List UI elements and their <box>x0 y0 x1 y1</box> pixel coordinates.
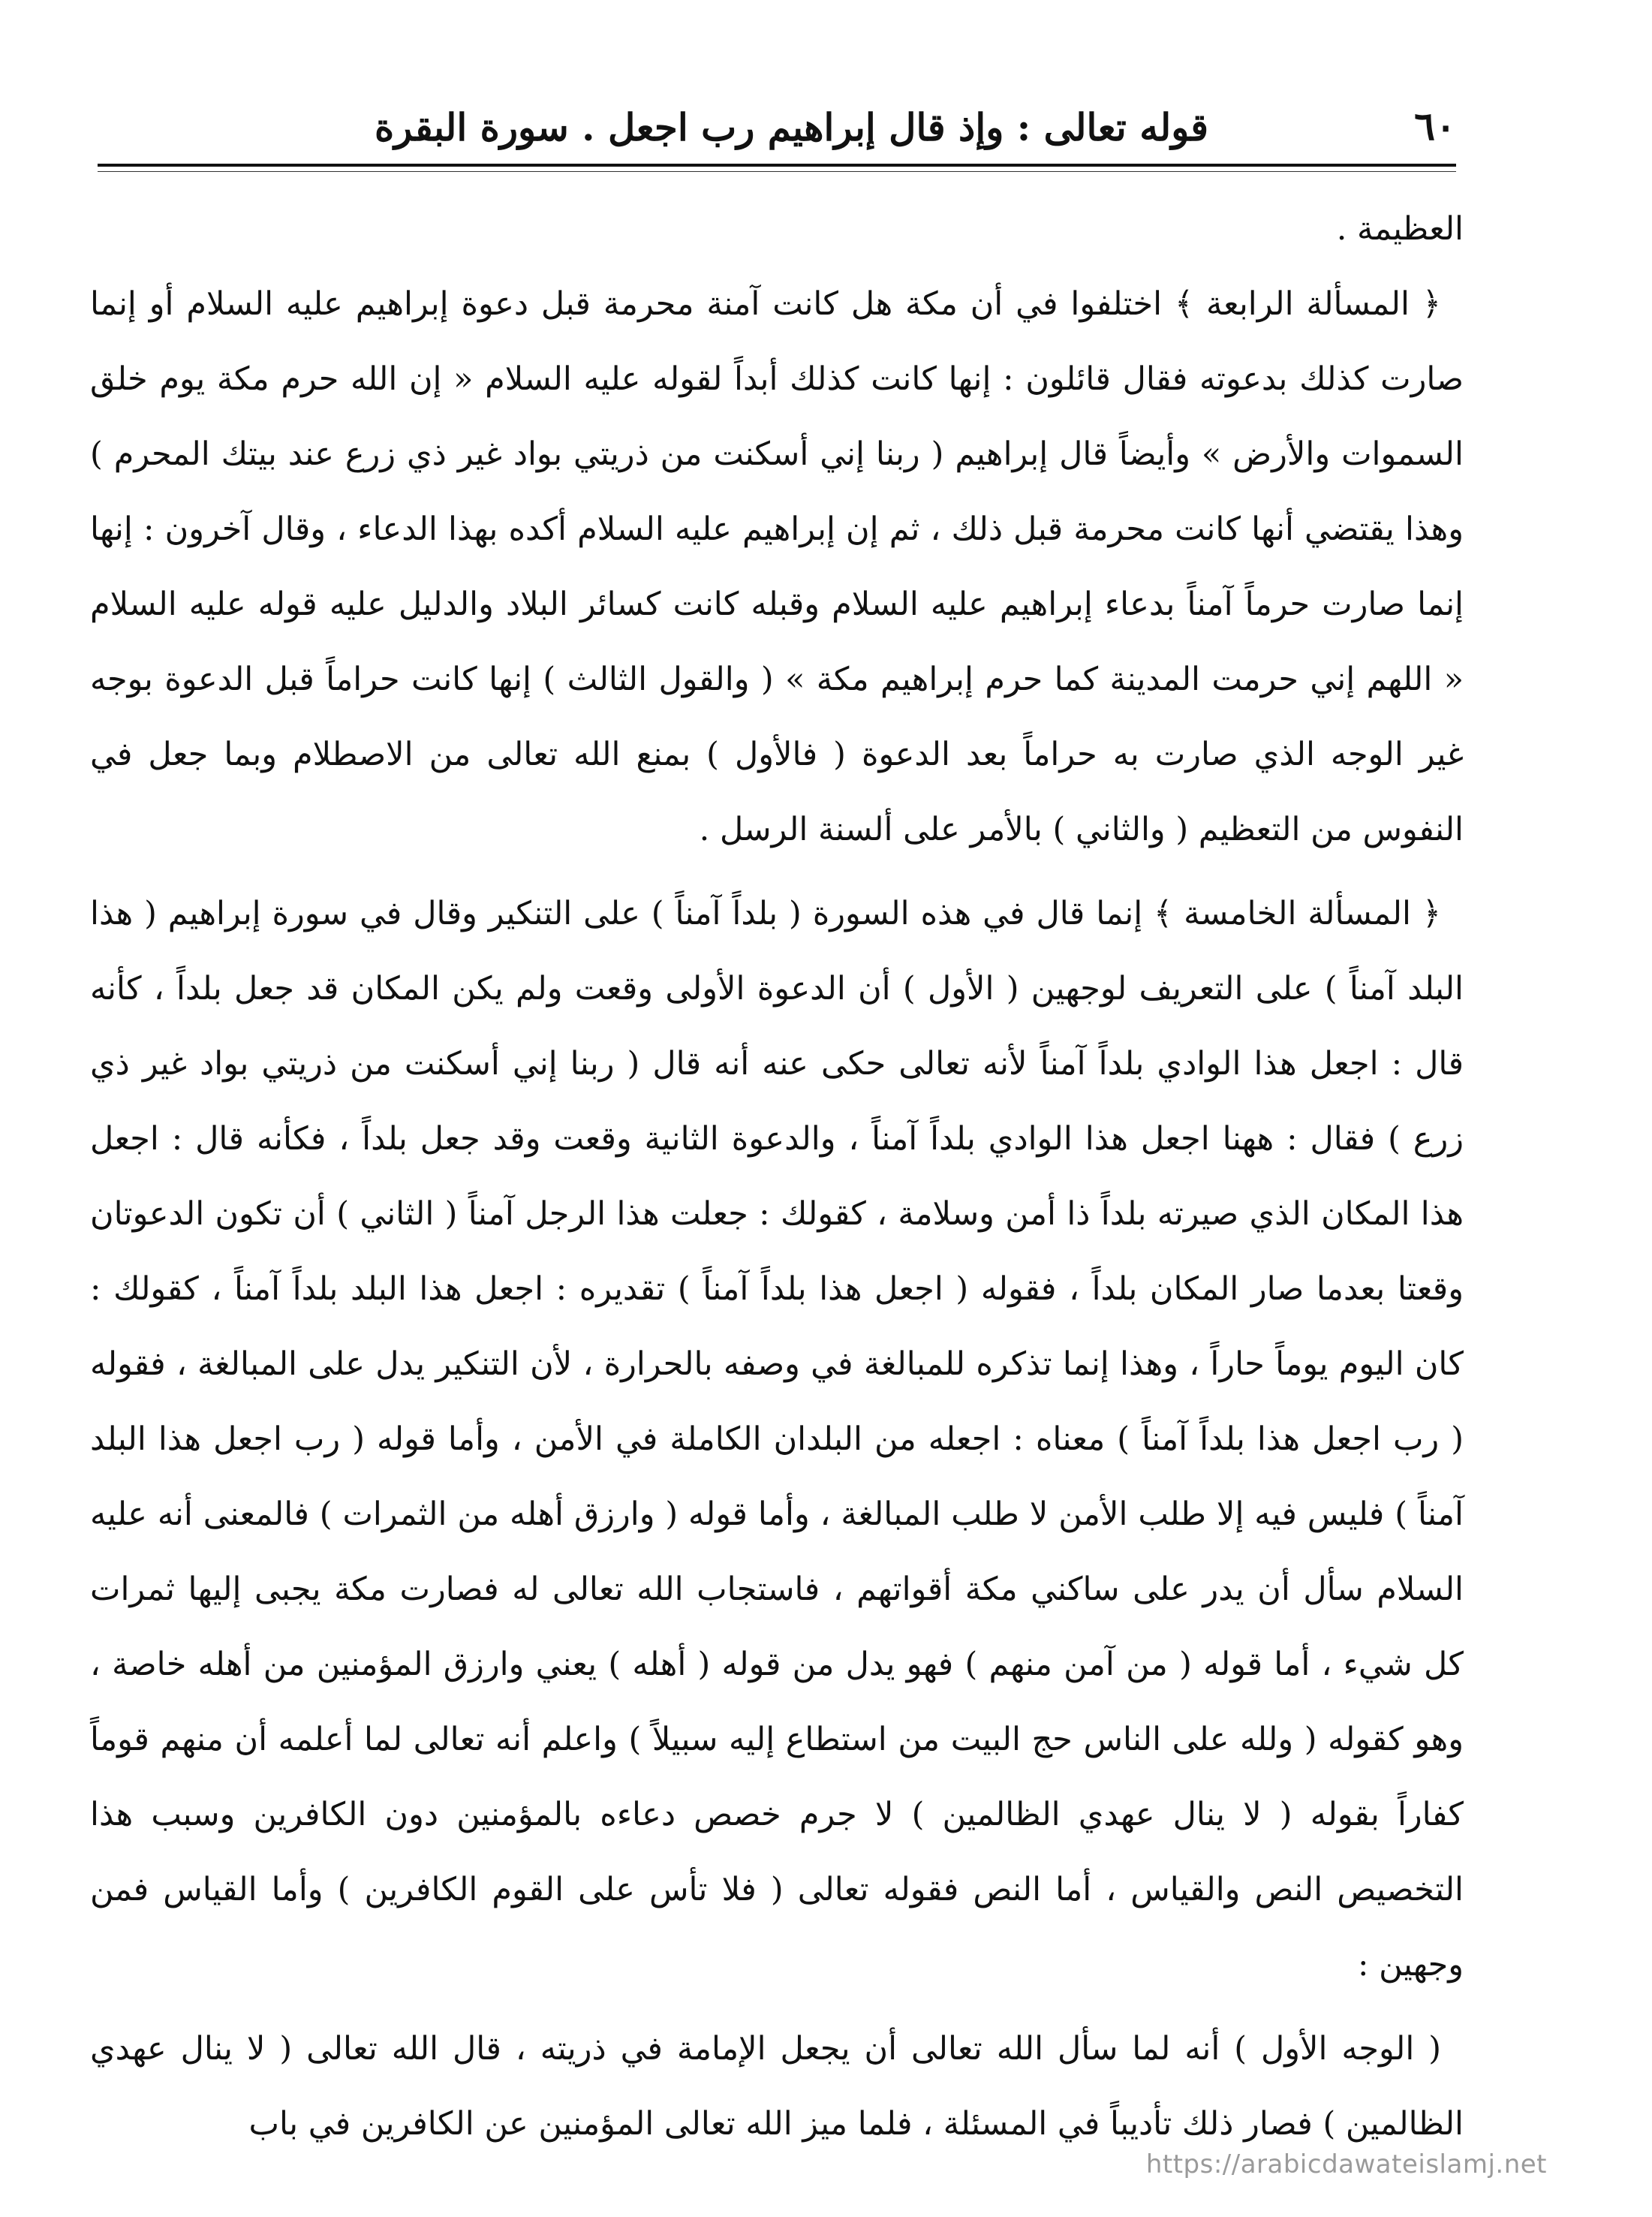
paragraph-issue-four: ﴿ المسألة الرابعة ﴾ اختلفوا في أن مكة هل كانت آمنة محرمة قبل دعوة إبراهيم عليه السلام أو إنما صارت كذلك بدعوته فقال قائلون : إنها كانت كذلك أبداً لقوله عليه السلام « إن الله حرم مكة يوم خلق السموات والأرض » وأيضاً قال إبراهيم ( ربنا إني أسكنت من ذريتي بواد غير ذي زرع عند بيتك المحرم ) وهذا يقتضي أنها كانت محرمة قبل ذلك ، ثم إن إبراهيم عليه السلام أكده بهذا الدعاء ، وقال آخرون : إنها إنما صارت حرماً آمناً بدعاء إبراهيم عليه السلام وقبله كانت كسائر البلاد والدليل عليه قوله عليه السلام « اللهم إني حرمت المدينة كما حرم إبراهيم مكة » ( والقول الثالث ) إنها كانت حراماً قبل الدعوة بوجه غير الوجه الذي صارت به حراماً بعد الدعوة ( فالأول ) بمنع الله تعالى من الاصطلام وبما جعل في النفوس من التعظيم ( والثاني ) بالأمر على ألسنة الرسل . <box>90 285 1464 848</box>
header-rule-thin <box>98 171 1456 172</box>
running-title: قوله تعالى : وإذ قال إبراهيم رب اجعل . سورة البقرة <box>374 105 1208 149</box>
body-text <box>90 191 1464 2161</box>
page-number: ٦٠ <box>1414 104 1456 149</box>
paragraph-issue-five: ﴿ المسألة الخامسة ﴾ إنما قال في هذه السورة ( بلداً آمناً ) على التنكير وقال في سورة إبراهيم ( هذا البلد آمناً ) على التعريف لوجهين ( الأول ) أن الدعوة الأولى وقعت ولم يكن المكان قد جعل بلداً ، كأنه قال : اجعل هذا الوادي بلداً آمناً لأنه تعالى حكى عنه أنه قال ( ربنا إني أسكنت من ذريتي بواد غير ذي زرع ) فقال : ههنا اجعل هذا الوادي بلداً آمناً ، والدعوة الثانية وقعت وقد جعل بلداً ، فكأنه قال : اجعل هذا المكان الذي صيرته بلداً ذا أمن وسلامة ، كقولك : جعلت هذا الرجل آمناً ( الثاني ) أن تكون الدعوتان وقعتا بعدما صار المكان بلداً ، فقوله ( اجعل هذا بلداً آمناً ) تقديره : اجعل هذا البلد بلداً آمناً ، كقولك : كان اليوم يوماً حاراً ، وهذا إنما تذكره للمبالغة في وصفه بالحرارة ، لأن التنكير يدل على المبالغة ، فقوله ( رب اجعل هذا بلداً آمناً ) معناه : اجعله من البلدان الكاملة في الأمن ، وأما قوله ( رب اجعل هذا البلد آمناً ) فليس فيه إلا طلب الأمن لا طلب المبالغة ، وأما قوله ( وارزق أهله من الثمرات ) فالمعنى أنه عليه السلام سأل أن يدر على ساكني مكة أقواتهم ، فاستجاب الله تعالى له فصارت مكة يجبى إليها ثمرات كل شيء ، أما قوله ( من آمن منهم ) فهو يدل من قوله ( أهله ) يعني وارزق المؤمنين من أهله خاصة ، وهو كقوله ( ولله على الناس حج البيت من استطاع إليه سبيلاً ) واعلم أنه تعالى لما أعلمه أن منهم قوماً كفاراً بقوله ( لا ينال عهدي الظالمين ) لا جرم خصص دعاءه بالمؤمنين دون الكافرين وسبب هذا التخصيص النص والقياس ، أما النص فقوله تعالى ( فلا تأس على القوم الكافرين ) وأما القياس فمن وجهين : <box>90 895 1464 1984</box>
paragraph-continuation: العظيمة . <box>1336 210 1464 248</box>
paragraph-first-aspect: ( الوجه الأول ) أنه لما سأل الله تعالى أن يجعل الإمامة في ذريته ، قال الله تعالى ( لا ينال عهدي الظالمين ) فصار ذلك تأديباً في المسئلة ، فلما ميز الله تعالى المؤمنين عن الكافرين في باب <box>90 2030 1464 2143</box>
header-rule <box>98 164 1456 167</box>
page-header <box>98 90 1456 158</box>
source-watermark: https://arabicdawateislamj.net <box>1145 2149 1547 2179</box>
